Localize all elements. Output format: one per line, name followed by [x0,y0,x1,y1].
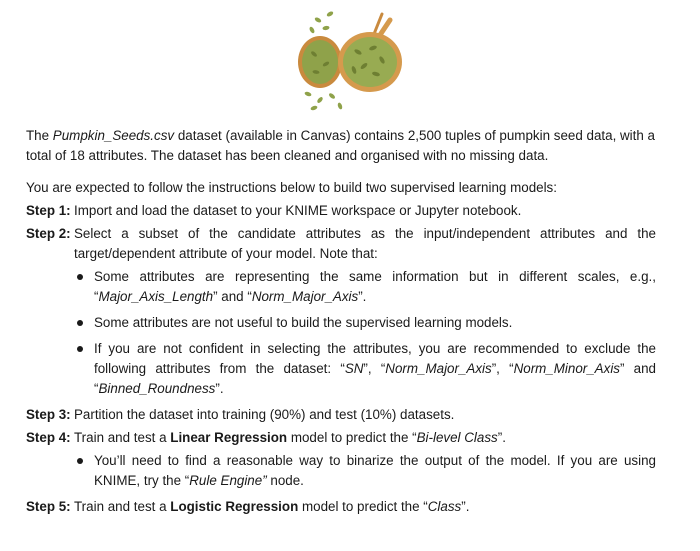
instructions-intro: You are expected to follow the instructions below to build two supervised learning models: [26,180,557,195]
step-5 [26,497,656,517]
step-label: Step 2: [26,226,71,241]
step-label: Step 4: [26,430,71,445]
list-item: You’ll need to find a reasonable way to binarize the output of the model. If you are using KNIME, try the “Rule Engine” node. [26,451,656,491]
step-3 [26,405,656,425]
step-4 [26,428,656,448]
step-label: Step 5: [26,499,71,514]
step-text: Train and test a Logistic Regression model to predict the “Class”. [74,499,470,514]
list-item: Some attributes are not useful to build the supervised learning models. [26,313,656,333]
step-label: Step 1: [26,203,71,218]
step-text: Select a subset of the candidate attributes as the input/independent attributes and the target/dependent attribute of your model. Note that: [74,226,656,261]
dataset-description: The Pumpkin_Seeds.csv dataset (available in Canvas) contains 2,500 tuples of pumpkin seed data, with a total of 18 attributes. The dataset has been cleaned and organised with no missing data. [26,128,655,163]
step-text: Partition the dataset into training (90%) and test (10%) datasets. [74,407,455,422]
step-text: Train and test a Linear Regression model to predict the “Bi-level Class”. [74,430,506,445]
step-1 [26,201,656,221]
step-4-notes [26,451,656,491]
step-text: Import and load the dataset to your KNIME workspace or Jupyter notebook. [74,203,522,218]
dataset-filename: Pumpkin_Seeds.csv [52,128,175,143]
step-2 [26,224,656,264]
step-2-notes [26,267,656,399]
list-item: Some attributes are representing the same information but in different scales, e.g., “Major_Axis_Length” and “Norm_Major_Axis”. [26,267,656,307]
step-label: Step 3: [26,407,71,422]
assignment-instructions [26,126,656,517]
pumpkin-seeds-illustration [278,6,428,116]
list-item: If you are not confident in selecting the attributes, you are recommended to exclude the following attributes from the dataset: “SN”, “Norm_Major_Axis”, “Norm_Minor_Axis” and “Binned_Roundness”. [26,339,656,399]
